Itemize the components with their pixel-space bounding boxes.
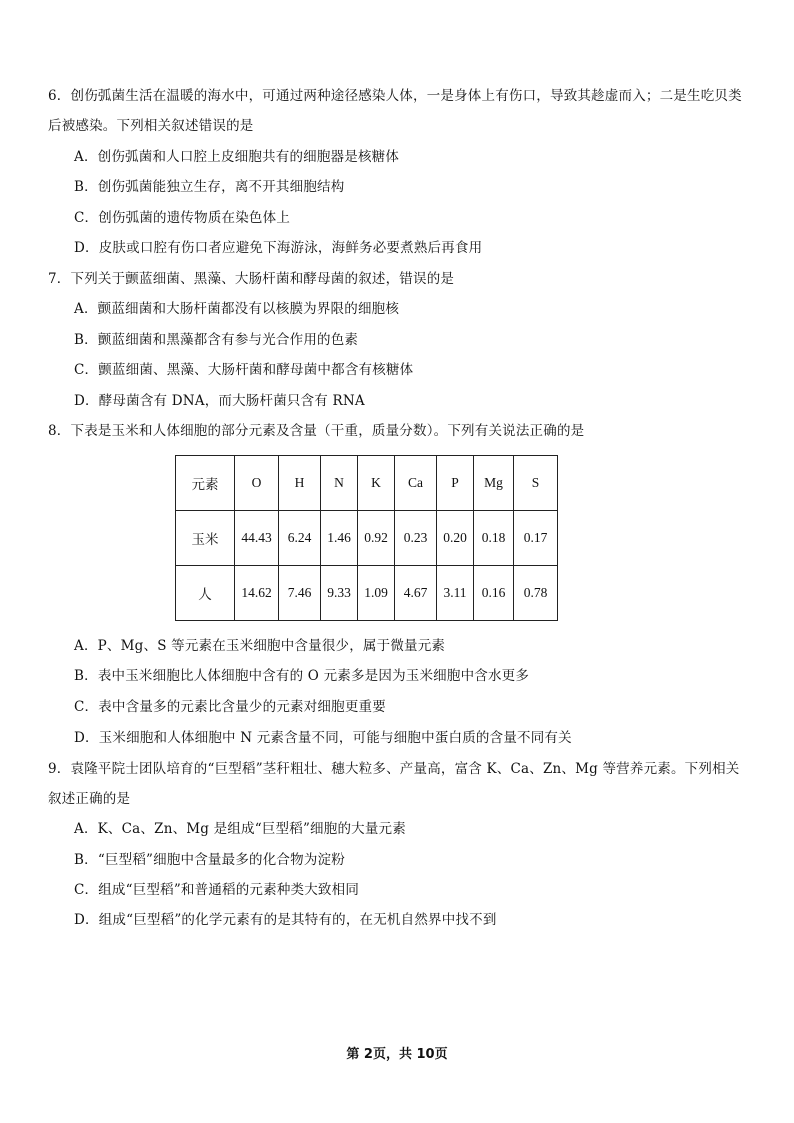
table-cell: 44.43 <box>235 511 279 566</box>
table-cell: 0.23 <box>395 511 437 566</box>
question-7-option-d: D．酵母菌含有 DNA，而大肠杆菌只含有 RNA <box>74 393 365 409</box>
table-header-cell: N <box>321 456 358 511</box>
question-7-option-b: B．颤蓝细菌和黑藻都含有参与光合作用的色素 <box>74 332 359 348</box>
table-header-cell: H <box>279 456 321 511</box>
table-cell: 0.78 <box>514 566 558 621</box>
question-8-option-d: D．玉米细胞和人体细胞中 N 元素含量不同，可能与细胞中蛋白质的含量不同有关 <box>74 730 572 746</box>
table-cell: 14.62 <box>235 566 279 621</box>
table-cell: 0.20 <box>437 511 474 566</box>
question-6-option-c: C．创伤弧菌的遗传物质在染色体上 <box>74 210 291 226</box>
table-row-corn <box>176 511 558 566</box>
question-9-option-c: C．组成“巨型稻”和普通稻的元素种类大致相同 <box>74 882 360 898</box>
question-8-option-b: B．表中玉米细胞比人体细胞中含有的 O 元素多是因为玉米细胞中含水更多 <box>74 668 530 684</box>
table-header-cell: K <box>358 456 395 511</box>
table-header-cell: 元素 <box>176 456 235 511</box>
question-6-stem-line-1: 6．创伤弧菌生活在温暖的海水中，可通过两种途径感染人体，一是身体上有伤口，导致其趁虚而入；二是生吃贝类 <box>48 88 742 104</box>
table-header-cell: Mg <box>474 456 514 511</box>
question-6-option-a: A．创伤弧菌和人口腔上皮细胞共有的细胞器是核糖体 <box>74 149 400 165</box>
question-9-option-d: D．组成“巨型稻”的化学元素有的是其特有的，在无机自然界中找不到 <box>74 912 497 928</box>
question-8-option-a: A．P、Mg、S 等元素在玉米细胞中含量很少，属于微量元素 <box>74 638 446 654</box>
table-cell: 0.92 <box>358 511 395 566</box>
table-cell: 9.33 <box>321 566 358 621</box>
table-header-row <box>176 456 558 511</box>
table-header-cell: P <box>437 456 474 511</box>
table-cell: 1.46 <box>321 511 358 566</box>
question-7-option-a: A．颤蓝细菌和大肠杆菌都没有以核膜为界限的细胞核 <box>74 301 400 317</box>
question-9-stem-line-1: 9．袁隆平院士团队培育的“巨型稻”茎秆粗壮、穗大粒多、产量高，富含 K、Ca、Zn、Mg 等营养元素。下列相关 <box>48 761 740 777</box>
table-cell: 1.09 <box>358 566 395 621</box>
table-cell: 玉米 <box>176 511 235 566</box>
table-row-human <box>176 566 558 621</box>
table-cell: 4.67 <box>395 566 437 621</box>
question-9-stem-line-2: 叙述正确的是 <box>48 791 131 807</box>
question-6-stem-line-2: 后被感染。下列相关叙述错误的是 <box>48 118 254 134</box>
question-8-stem: 8．下表是玉米和人体细胞的部分元素及含量（干重，质量分数）。下列有关说法正确的是 <box>48 423 585 439</box>
table-cell: 6.24 <box>279 511 321 566</box>
table-cell: 7.46 <box>279 566 321 621</box>
question-6-option-d: D．皮肤或口腔有伤口者应避免下海游泳，海鲜务必要煮熟后再食用 <box>74 240 483 256</box>
element-content-table <box>175 455 558 621</box>
table-cell: 3.11 <box>437 566 474 621</box>
table-header-cell: S <box>514 456 558 511</box>
table-header-cell: Ca <box>395 456 437 511</box>
table-cell: 0.17 <box>514 511 558 566</box>
question-6-option-b: B．创伤弧菌能独立生存，离不开其细胞结构 <box>74 179 345 195</box>
question-9-option-b: B．“巨型稻”细胞中含量最多的化合物为淀粉 <box>74 852 345 868</box>
page-footer: 第 2页，共 10页 <box>346 1047 448 1062</box>
question-9-option-a: A．K、Ca、Zn、Mg 是组成“巨型稻”细胞的大量元素 <box>74 821 406 837</box>
question-8-option-c: C．表中含量多的元素比含量少的元素对细胞更重要 <box>74 699 386 715</box>
table-header-cell: O <box>235 456 279 511</box>
table-cell: 0.16 <box>474 566 514 621</box>
table-cell: 人 <box>176 566 235 621</box>
question-7-option-c: C．颤蓝细菌、黑藻、大肠杆菌和酵母菌中都含有核糖体 <box>74 362 414 378</box>
question-7-stem: 7．下列关于颤蓝细菌、黑藻、大肠杆菌和酵母菌的叙述，错误的是 <box>48 271 455 287</box>
table-cell: 0.18 <box>474 511 514 566</box>
